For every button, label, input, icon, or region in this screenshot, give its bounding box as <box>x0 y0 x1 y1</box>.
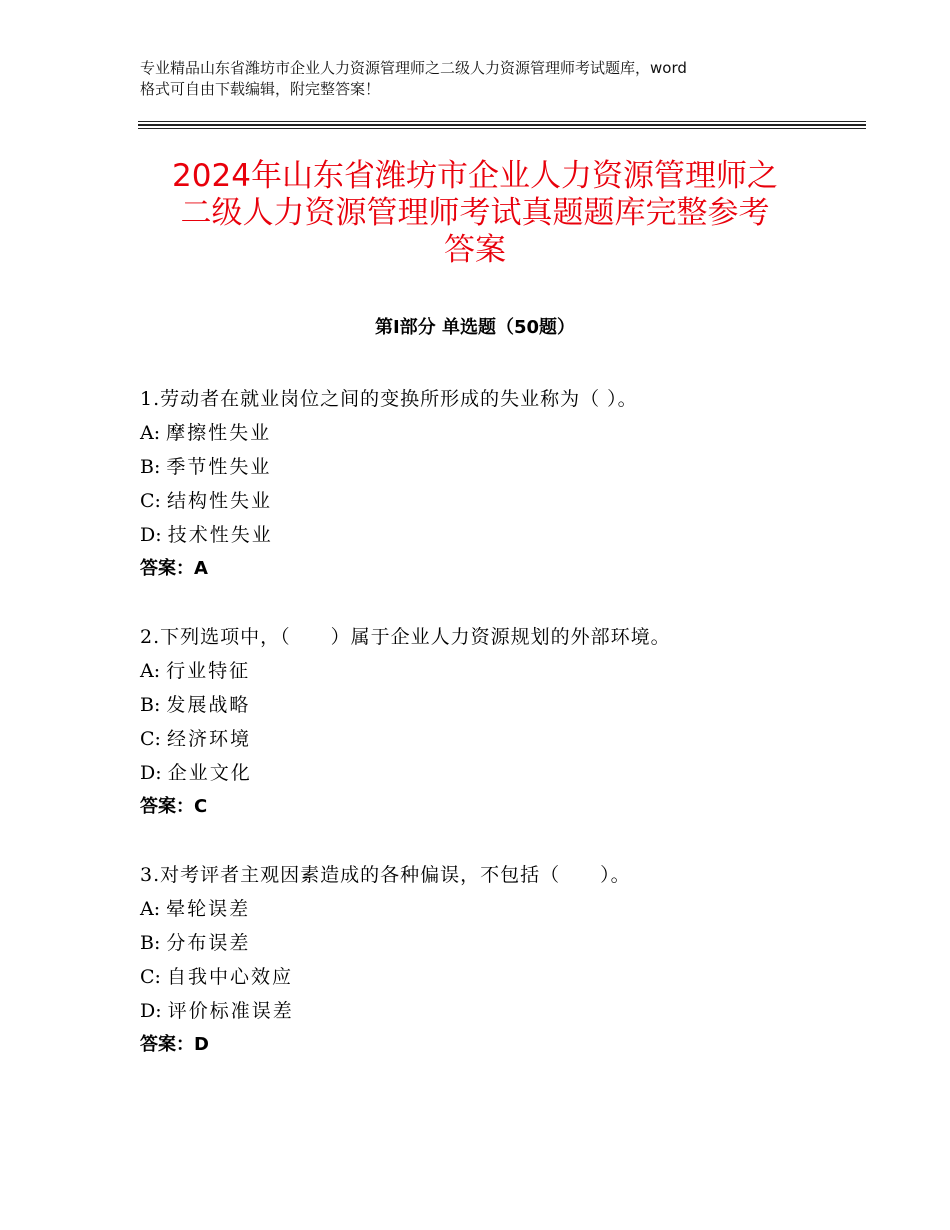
option-letter: D: <box>140 762 162 784</box>
option-letter: A: <box>140 660 161 682</box>
option-letter: A: <box>140 422 161 444</box>
option-d <box>140 756 860 790</box>
option-a <box>140 892 860 926</box>
option-d <box>140 518 860 552</box>
option-text: 自我中心效应 <box>167 966 294 988</box>
option-letter: D: <box>140 1000 162 1022</box>
option-text: 结构性失业 <box>167 490 273 512</box>
answer-line: 答案：A <box>140 558 208 579</box>
option-letter: B: <box>140 932 161 954</box>
header-note-line: 专业精品山东省潍坊市企业人力资源管理师之二级人力资源管理师考试题库，word <box>140 59 687 77</box>
option-b <box>140 688 860 722</box>
option-letter: D: <box>140 524 162 546</box>
answer-line: 答案：C <box>140 796 208 817</box>
option-b <box>140 450 860 484</box>
question-2 <box>140 620 860 824</box>
question-list <box>140 382 860 1096</box>
option-text: 晕轮误差 <box>166 898 251 920</box>
option-letter: B: <box>140 456 161 478</box>
header-note-line: 格式可自由下载编辑，附完整答案！ <box>140 80 381 98</box>
question-1 <box>140 382 860 586</box>
option-text: 经济环境 <box>167 728 252 750</box>
title-line: 答案 <box>444 232 506 268</box>
option-letter: C: <box>140 728 161 750</box>
option-text: 行业特征 <box>166 660 251 682</box>
option-letter: B: <box>140 694 161 716</box>
header-divider <box>138 124 866 126</box>
question-stem: 2.下列选项中，（ ）属于企业人力资源规划的外部环境。 <box>140 626 671 648</box>
option-text: 技术性失业 <box>167 524 273 546</box>
answer-line: 答案：D <box>140 1034 209 1055</box>
option-letter: A: <box>140 898 161 920</box>
option-c <box>140 960 860 994</box>
option-text: 季节性失业 <box>166 456 272 478</box>
option-a <box>140 654 860 688</box>
section-heading: 第Ⅰ部分 单选题（50题） <box>374 317 575 338</box>
header-divider <box>138 121 866 122</box>
option-text: 企业文化 <box>167 762 252 784</box>
question-stem: 3.对考评者主观因素造成的各种偏误，不包括（ ）。 <box>140 864 631 886</box>
option-a <box>140 416 860 450</box>
question-stem: 1.劳动者在就业岗位之间的变换所形成的失业称为（ ）。 <box>140 388 638 410</box>
option-text: 摩擦性失业 <box>166 422 272 444</box>
option-b <box>140 926 860 960</box>
option-text: 发展战略 <box>166 694 251 716</box>
option-text: 分布误差 <box>166 932 251 954</box>
title-line: 二级人力资源管理师考试真题题库完整参考 <box>180 195 770 231</box>
option-c <box>140 484 860 518</box>
header-note <box>140 58 840 100</box>
option-c <box>140 722 860 756</box>
title-line: 2024年山东省潍坊市企业人力资源管理师之 <box>172 158 778 194</box>
option-d <box>140 994 860 1028</box>
header-divider <box>138 128 866 129</box>
option-letter: C: <box>140 966 161 988</box>
document-title <box>100 158 850 269</box>
question-3 <box>140 858 860 1062</box>
option-letter: C: <box>140 490 161 512</box>
option-text: 评价标准误差 <box>167 1000 294 1022</box>
